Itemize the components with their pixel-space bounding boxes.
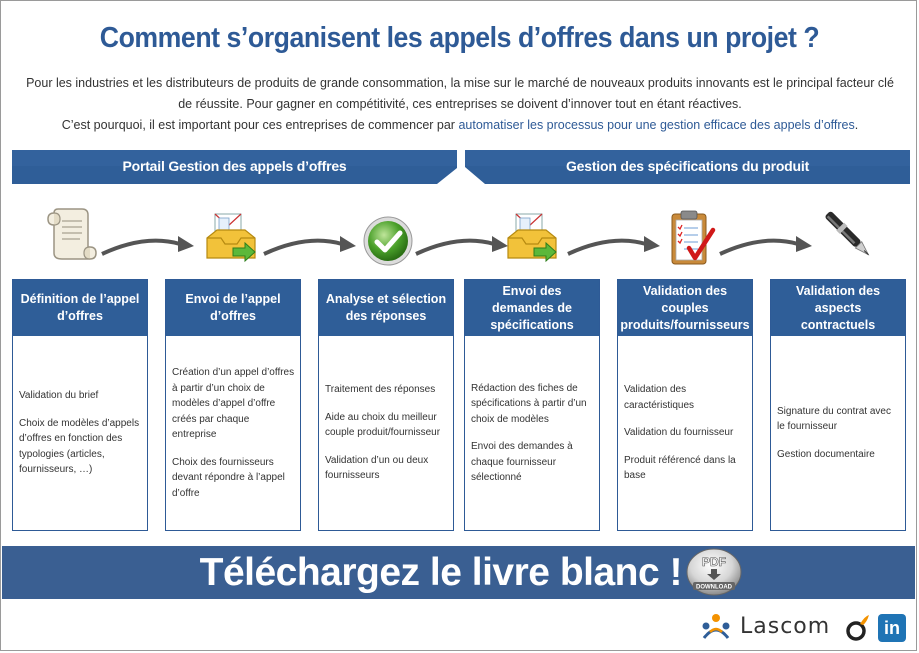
flow-arrow (100, 232, 196, 262)
banner-left-label: Portail Gestion des appels d’offres (122, 158, 347, 174)
step-card-spec-requests (464, 279, 600, 531)
step-card-analysis (318, 279, 454, 531)
step-item: Choix des fournisseurs devant répondre à l’appel d’offre (172, 456, 285, 499)
step-card-title: Envoi des demandes de spécifications (465, 280, 599, 336)
step-card-title: Définition de l’appel d’offres (13, 280, 147, 336)
lascom-logo-text: Lascom (740, 614, 831, 639)
step-card-title: Analyse et sélection des réponses (319, 280, 453, 336)
step-item: Signature du contrat avec le fournisseur (777, 405, 891, 433)
step-item: Création d’un appel d’offres à partir d’un choix de modèles d’appel d’offre créés par chaque entreprise (172, 367, 295, 440)
step-item: Rédaction des fiches de spécifications à partir d’un choix de modèles (471, 382, 587, 425)
intro-text (20, 73, 900, 136)
step-item: Choix de modèles d’appels d’offres en fonction des typologies (articles, fournisseurs, …) (19, 417, 140, 476)
step-item: Traitement des réponses (325, 384, 436, 396)
automation-link[interactable]: automatiser les processus pour une gestion efficace des appels d’offres (458, 118, 855, 132)
step-item: Validation d’un ou deux fournisseurs (325, 454, 429, 482)
step-card-body (777, 336, 901, 530)
step-card-definition (12, 279, 148, 531)
step-item: Validation du brief (19, 390, 99, 402)
step-item: Validation des caractéristiques (624, 384, 695, 411)
step-card-body (172, 336, 296, 530)
step-card-body (471, 336, 595, 530)
step-card-title: Validation des aspects contractuels (771, 280, 905, 336)
banner-right-label: Gestion des spécifications du produit (565, 158, 810, 174)
flow-arrow (414, 232, 510, 262)
flow-arrow (718, 232, 814, 262)
viadeo-icon[interactable] (845, 614, 871, 642)
lascom-logo-icon (698, 612, 734, 642)
banner-tender-portal (12, 150, 457, 184)
flow-arrow (566, 232, 662, 262)
step-item: Validation du fournisseur (624, 427, 734, 439)
pdf-download-label: DOWNLOAD (696, 584, 732, 591)
step-card-body (325, 336, 449, 530)
download-banner[interactable] (2, 546, 915, 599)
intro-line-1: Pour les industries et les distributeurs de produits de grande consommation, la mise sur le marché de nouveaux produits innovants est le principal facteur clé (26, 76, 894, 90)
envelope-tray-icon (504, 212, 560, 268)
step-item: Gestion documentaire (777, 448, 875, 460)
step-card-contract (770, 279, 906, 531)
page-title: Comment s’organisent les appels d’offres dans un projet ? (99, 22, 820, 54)
step-card-body (624, 336, 748, 530)
step-card-validation-pairs (617, 279, 753, 531)
step-card-body (19, 336, 143, 530)
linkedin-icon[interactable]: in (878, 614, 906, 642)
banner-product-specs (465, 150, 910, 184)
pdf-download-icon[interactable] (684, 547, 744, 597)
step-card-sending (165, 279, 301, 531)
step-card-title: Envoi de l’appel d’offres (166, 280, 300, 336)
step-item: Envoi des demandes à chaque fournisseur sélectionné (471, 441, 573, 483)
checkmark-icon (362, 215, 414, 267)
scroll-icon (42, 205, 98, 265)
intro-line-2: de réussite. Pour gagner en compétitivité, ces entreprises se doivent d’innover tout en étant réactives. (178, 97, 742, 111)
step-item: Produit référencé dans la base (624, 454, 736, 482)
clipboard-check-icon (667, 208, 717, 270)
step-item: Aide au choix du meilleur couple produit/fournisseur (325, 411, 441, 439)
flow-arrow (262, 232, 358, 262)
step-card-title: Validation des couples produits/fournisseurs (618, 280, 752, 336)
pen-icon (818, 205, 880, 267)
pdf-label: PDF (702, 555, 726, 569)
download-label[interactable]: Téléchargez le livre blanc ! (199, 551, 682, 594)
intro-line-3: C’est pourquoi, il est important pour ces entreprises de commencer par automatiser les processus pour une gestion efficace des appels d’offres. (61, 118, 859, 132)
envelope-tray-icon (203, 212, 259, 268)
